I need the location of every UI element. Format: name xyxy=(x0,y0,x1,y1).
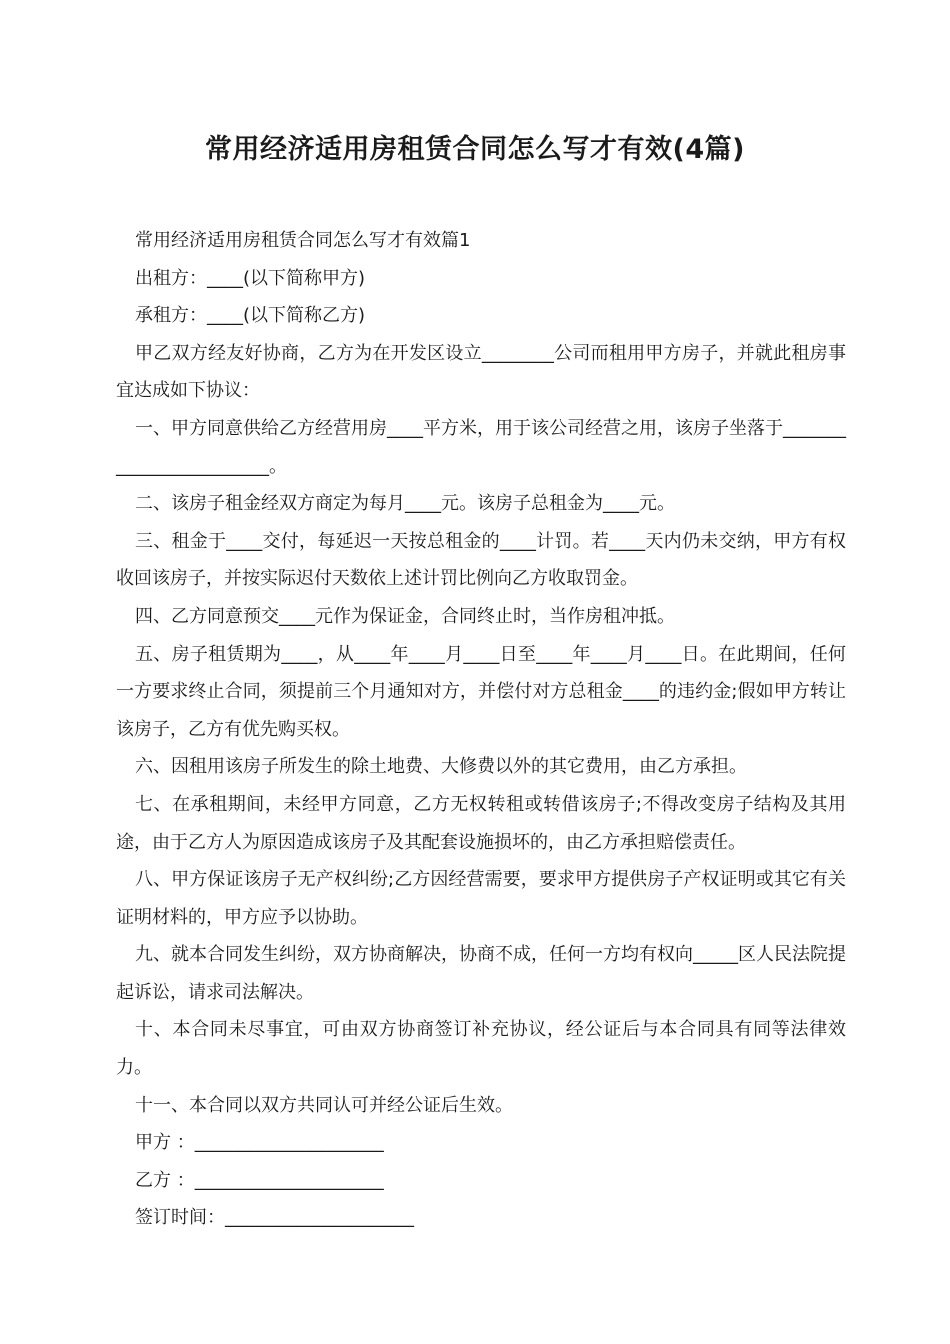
clause-3: 三、租金于____交付，每延迟一天按总租金的____计罚。若____天内仍未交纳，甲方有权收回该房子，并按实际迟付天数依上述计罚比例向乙方收取罚金。 xyxy=(116,530,846,590)
clause-5: 五、房子租赁期为____，从____年____月____日至____年____月____日。在此期间，任何一方要求终止合同，须提前三个月通知对方，并偿付对方总租金____的违约金;假如甲方转让该房子，乙方有优先购买权。 xyxy=(116,643,846,740)
party-b-signature-line: 乙方 ：_____________________ xyxy=(135,1169,384,1191)
preamble-paragraph: 甲乙双方经友好协商，乙方为在开发区设立________公司而租用甲方房子，并就此租房事宜达成如下协议： xyxy=(116,342,846,402)
signing-date-line: 签订时间：_____________________ xyxy=(135,1207,414,1229)
party-a-signature-line: 甲方 ：_____________________ xyxy=(135,1132,384,1154)
clause-11: 十一、本合同以双方共同认可并经公证后生效。 xyxy=(135,1094,513,1116)
clause-2: 二、该房子租金经双方商定为每月____元。该房子总租金为____元。 xyxy=(135,493,675,515)
clause-7: 七、在承租期间，未经甲方同意，乙方无权转租或转借该房子;不得改变房子结构及其用途，由于乙方人为原因造成该房子及其配套设施损坏的，由乙方承担赔偿责任。 xyxy=(116,793,846,853)
lessee-line: 承租方：____(以下简称乙方) xyxy=(135,305,366,327)
clause-10: 十、本合同未尽事宜，可由双方协商签订补充协议，经公证后与本合同具有同等法律效力。 xyxy=(116,1019,846,1079)
section-heading: 常用经济适用房租赁合同怎么写才有效篇1 xyxy=(135,230,471,251)
clause-8: 八、甲方保证该房子无产权纠纷;乙方因经营需要，要求甲方提供房子产权证明或其它有关证明材料的，甲方应予以协助。 xyxy=(116,869,846,928)
clause-1: 一、甲方同意供给乙方经营用房____平方米，用于该公司经营之用，该房子坐落于________________________。 xyxy=(116,417,846,477)
lessor-line: 出租方：____(以下简称甲方) xyxy=(135,267,366,289)
clause-9: 九、就本合同发生纠纷，双方协商解决，协商不成，任何一方均有权向_____区人民法院提起诉讼，请求司法解决。 xyxy=(116,944,846,1003)
clause-4: 四、乙方同意预交____元作为保证金，合同终止时，当作房租冲抵。 xyxy=(135,605,675,627)
clause-6: 六、因租用该房子所发生的除土地费、大修费以外的其它费用，由乙方承担。 xyxy=(135,756,747,778)
document-body xyxy=(116,222,846,1237)
document-title: 常用经济适用房租赁合同怎么写才有效(4篇) xyxy=(205,134,745,165)
